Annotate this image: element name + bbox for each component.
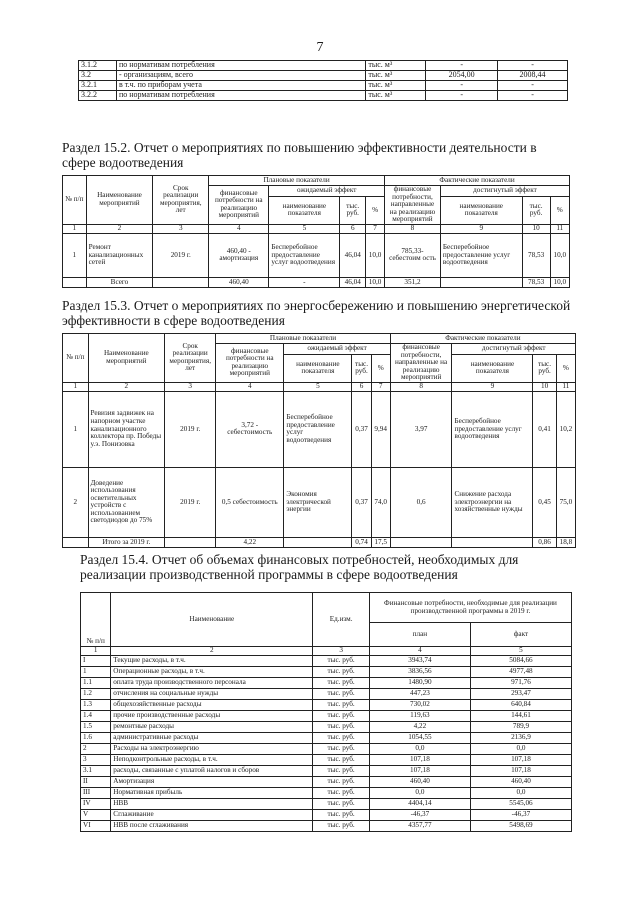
table-cell: 1 (63, 233, 87, 277)
header-fact-group: Фактические показатели (390, 334, 575, 344)
row-unit: тыс. руб. (313, 689, 370, 700)
table-cell: 0,5 себестоимость (216, 467, 284, 537)
row-number: 3 (81, 755, 111, 766)
row-plan: 107,18 (369, 766, 470, 777)
table-cell: 3,97 (390, 391, 452, 467)
table-cell: 1 (63, 391, 89, 467)
table-cell: 10,0 (366, 277, 385, 287)
column-number: 7 (371, 382, 390, 391)
row-name: по нормативам потребления (116, 91, 365, 101)
row-unit: тыс. м³ (366, 71, 426, 81)
row-name: общехозяйственные расходы (111, 700, 313, 711)
row-fact: - (498, 91, 568, 101)
table-cell: 17,5 (371, 537, 390, 547)
row-unit: тыс. руб. (313, 766, 370, 777)
header-expected: ожидаемый эффект (284, 344, 390, 355)
row-fact: 107,18 (470, 755, 571, 766)
row-name: НВВ (111, 799, 313, 810)
row-plan: - (426, 61, 498, 71)
row-unit: тыс. руб. (313, 678, 370, 689)
table-cell: 351,2 (385, 277, 441, 287)
row-fact: - (498, 61, 568, 71)
table-cell: Снижение расхода электроэнергии на хозяйственные нужды (452, 467, 533, 537)
column-number: 6 (352, 382, 371, 391)
table-row (81, 777, 572, 788)
row-name: оплата труда производственного персонала (111, 678, 313, 689)
column-number: 3 (153, 224, 209, 233)
header-achieved: достигнутый эффект (452, 344, 576, 355)
table-cell (390, 537, 452, 547)
table-cell: 10,0 (366, 233, 385, 277)
table-cell (63, 537, 89, 547)
row-fact: 5084,66 (470, 656, 571, 667)
header-num: № п/п (63, 176, 87, 225)
column-number: 4 (209, 224, 269, 233)
column-number: 2 (86, 224, 153, 233)
row-fact: 789,9 (470, 722, 571, 733)
row-unit: тыс. м³ (366, 81, 426, 91)
column-number: 9 (440, 224, 522, 233)
table-row (79, 61, 568, 71)
row-fact: 4977,48 (470, 667, 571, 678)
table-row (81, 722, 572, 733)
header-rub: тыс. руб. (533, 354, 556, 382)
table-row (81, 678, 572, 689)
table-cell: 3,72 - себестоимость (216, 391, 284, 467)
column-number: 8 (390, 382, 452, 391)
header-plan: план (369, 623, 470, 647)
header-pct: % (556, 354, 575, 382)
header-row (63, 176, 570, 186)
header-row (63, 334, 576, 344)
row-name: ремонтные расходы (111, 722, 313, 733)
row-fact: - (498, 81, 568, 91)
table-row (81, 733, 572, 744)
table-row (81, 788, 572, 799)
header-need: Финансовые потребности, необходимые для реализации производственной программы в 2019 г. (369, 593, 571, 623)
row-plan: -46,37 (369, 810, 470, 821)
total-label: Итого за 2019 г. (88, 537, 165, 547)
table-row (81, 799, 572, 810)
row-number: 2 (81, 744, 111, 755)
row-fact: 144,61 (470, 711, 571, 722)
table-cell: Бесперебойное предоставление услуг водоотведения (440, 233, 522, 277)
table-row (81, 755, 572, 766)
row-unit: тыс. руб. (313, 744, 370, 755)
table-row (79, 81, 568, 91)
header-num: № п/п (63, 334, 89, 383)
row-number: 3.1.2 (79, 61, 117, 71)
row-fact: 293,47 (470, 689, 571, 700)
section-15-2-title: Раздел 15.2. Отчет о мероприятиях по повышению эффективности деятельности в сфере водоотведения (62, 140, 537, 170)
row-unit: тыс. руб. (313, 821, 370, 832)
row-name: - организациям, всего (116, 71, 365, 81)
row-plan: 1480,90 (369, 678, 470, 689)
header-rub: тыс. руб. (352, 354, 371, 382)
row-name: прочие производственные расходы (111, 711, 313, 722)
header-name: Наименование мероприятий (88, 334, 165, 383)
row-name: по нормативам потребления (116, 61, 365, 71)
row-unit: тыс. руб. (313, 799, 370, 810)
table-cell: 2 (63, 467, 89, 537)
table-row (63, 467, 576, 537)
table-row (81, 700, 572, 711)
row-number: II (81, 777, 111, 788)
row-name: отчисления на социальные нужды (111, 689, 313, 700)
header-rub: тыс. руб. (522, 196, 550, 224)
table-cell: Ревизия задвижек на напорном участке канализационного коллектора пр. Победы у.э. Понизовка (88, 391, 165, 467)
table-cell: 0,6 (390, 467, 452, 537)
header-fin-plan: финансовые потребности на реализацию мероприятий (216, 344, 284, 383)
column-number: 4 (216, 382, 284, 391)
row-number: IV (81, 799, 111, 810)
header-term: Срок реализации мероприятия, лет (153, 176, 209, 225)
table-cell: 0,41 (533, 391, 556, 467)
row-unit: тыс. м³ (366, 91, 426, 101)
row-fact: 640,84 (470, 700, 571, 711)
table-cell: 2019 г. (165, 391, 216, 467)
column-number: 5 (470, 647, 571, 656)
table-row (79, 91, 568, 101)
section-15-3-table (62, 333, 576, 548)
header-indicator: наименование показателя (440, 196, 522, 224)
column-number: 3 (313, 647, 370, 656)
column-number: 3 (165, 382, 216, 391)
column-number: 7 (366, 224, 385, 233)
row-fact: 460,40 (470, 777, 571, 788)
table-row (81, 810, 572, 821)
table-row (79, 71, 568, 81)
row-unit: тыс. м³ (366, 61, 426, 71)
column-numbers-row (81, 647, 572, 656)
table-cell (165, 537, 216, 547)
table-cell (284, 537, 352, 547)
table-cell: Доведение использования осветительных устройств с использованием светодиодов до 75% (88, 467, 165, 537)
table-cell: 10,0 (550, 277, 569, 287)
row-unit: тыс. руб. (313, 711, 370, 722)
table-row (81, 689, 572, 700)
column-numbers-row (63, 382, 576, 391)
column-number: 5 (269, 224, 340, 233)
row-name: Нормативная прибыль (111, 788, 313, 799)
section-15-3-title: Раздел 15.3. Отчет о мероприятиях по энергосбережению и повышению энергетической эффективности в сфере водоотведения (62, 298, 571, 328)
row-plan: 2054,00 (426, 71, 498, 81)
column-numbers-row (63, 224, 570, 233)
row-unit: тыс. руб. (313, 656, 370, 667)
column-number: 11 (556, 382, 575, 391)
table-cell: 2019 г. (165, 467, 216, 537)
row-plan: 460,40 (369, 777, 470, 788)
table-row (63, 233, 570, 277)
top-table (78, 60, 568, 101)
row-number: 1.3 (81, 700, 111, 711)
header-row (81, 593, 572, 623)
row-number: 1 (81, 667, 111, 678)
table-cell: 0,37 (352, 391, 371, 467)
row-number: 3.2.1 (79, 81, 117, 91)
header-fin-plan: финансовые потребности на реализацию мероприятий (209, 186, 269, 225)
row-name: расходы, связанные с уплатой налогов и сборов (111, 766, 313, 777)
row-plan: 730,02 (369, 700, 470, 711)
table-cell: 460,40 (209, 277, 269, 287)
row-fact: 0,0 (470, 744, 571, 755)
header-rub: тыс. руб. (340, 196, 366, 224)
row-plan: 1054,55 (369, 733, 470, 744)
row-number: 3.1 (81, 766, 111, 777)
column-number: 1 (63, 382, 89, 391)
row-plan: 119,63 (369, 711, 470, 722)
row-name: в т.ч. по приборам учета (116, 81, 365, 91)
table-row (81, 744, 572, 755)
table-cell: Бесперебойное предоставление услуг водоотведения (284, 391, 352, 467)
header-fin-fact: финансовые потребности, направленные на реализацию мероприятий (390, 344, 452, 383)
table-cell (452, 537, 533, 547)
row-number: 3.2 (79, 71, 117, 81)
column-number: 1 (63, 224, 87, 233)
row-name: Расходы на электроэнергию (111, 744, 313, 755)
row-plan: 0,0 (369, 788, 470, 799)
row-unit: тыс. руб. (313, 788, 370, 799)
row-fact: -46,37 (470, 810, 571, 821)
row-number: 1.1 (81, 678, 111, 689)
section-15-4-table (80, 592, 572, 832)
table-cell: 78,53 (522, 233, 550, 277)
row-number: V (81, 810, 111, 821)
row-unit: тыс. руб. (313, 755, 370, 766)
header-pct: % (371, 354, 390, 382)
table-row (63, 391, 576, 467)
total-row (63, 277, 570, 287)
table-cell: 74,0 (371, 467, 390, 537)
table-cell (153, 277, 209, 287)
header-pct: % (366, 196, 385, 224)
column-number: 4 (369, 647, 470, 656)
column-number: 9 (452, 382, 533, 391)
row-fact: 5498,69 (470, 821, 571, 832)
header-plan-group: Плановые показатели (209, 176, 385, 186)
row-plan: 447,23 (369, 689, 470, 700)
table-cell (440, 277, 522, 287)
row-plan: 3836,56 (369, 667, 470, 678)
header-name: Наименование мероприятий (86, 176, 153, 225)
row-fact: 2136,9 (470, 733, 571, 744)
column-number: 5 (284, 382, 352, 391)
table-cell: Ремонт канализационных сетей (86, 233, 153, 277)
row-unit: тыс. руб. (313, 700, 370, 711)
table-cell: 0,74 (352, 537, 371, 547)
row-unit: тыс. руб. (313, 722, 370, 733)
row-plan: 3943,74 (369, 656, 470, 667)
table-cell: 78,53 (522, 277, 550, 287)
row-plan: 107,18 (369, 755, 470, 766)
total-label: Всего (86, 277, 153, 287)
table-row (81, 667, 572, 678)
header-indicator: наименование показателя (284, 354, 352, 382)
column-number: 8 (385, 224, 441, 233)
table-cell: 46,04 (340, 233, 366, 277)
table-cell (63, 277, 87, 287)
row-unit: тыс. руб. (313, 667, 370, 678)
table-cell: 10,2 (556, 391, 575, 467)
header-term: Срок реализации мероприятия, лет (165, 334, 216, 383)
row-unit: тыс. руб. (313, 810, 370, 821)
header-fact-group: Фактические показатели (385, 176, 570, 186)
row-number: VI (81, 821, 111, 832)
row-number: III (81, 788, 111, 799)
row-name: Сглаживание (111, 810, 313, 821)
table-cell: 2019 г. (153, 233, 209, 277)
header-fin-fact: финансовые потребности, направленные на реализацию мероприятий (385, 186, 441, 225)
row-name: Текущие расходы, в т.ч. (111, 656, 313, 667)
column-number: 6 (340, 224, 366, 233)
header-unit: Ед.изм. (313, 593, 370, 647)
row-fact: 971,76 (470, 678, 571, 689)
table-row (81, 766, 572, 777)
column-number: 10 (522, 224, 550, 233)
row-name: Неподконтрольные расходы, в т.ч. (111, 755, 313, 766)
header-indicator: наименование показателя (269, 196, 340, 224)
row-plan: 4357,77 (369, 821, 470, 832)
table-cell: Бесперебойное предоставление услуг водоотведения (452, 391, 533, 467)
row-fact: 0,0 (470, 788, 571, 799)
row-fact: 5545,06 (470, 799, 571, 810)
header-pct: % (550, 196, 569, 224)
header-indicator: наименование показателя (452, 354, 533, 382)
row-unit: тыс. руб. (313, 733, 370, 744)
row-number: 1.6 (81, 733, 111, 744)
column-number: 10 (533, 382, 556, 391)
table-cell: Экономия электрической энергии (284, 467, 352, 537)
row-number: I (81, 656, 111, 667)
row-plan: 4404,14 (369, 799, 470, 810)
section-15-2-table (62, 175, 570, 288)
table-cell: Бесперебойное предоставление услуг водоотведения (269, 233, 340, 277)
table-cell: 75,0 (556, 467, 575, 537)
header-expected: ожидаемый эффект (269, 186, 385, 197)
row-plan: - (426, 91, 498, 101)
header-num: № п/п (81, 593, 111, 647)
table-cell: 9,94 (371, 391, 390, 467)
column-number: 1 (81, 647, 111, 656)
table-cell: 18,8 (556, 537, 575, 547)
header-achieved: достигнутый эффект (440, 186, 569, 197)
table-row (81, 711, 572, 722)
row-number: 1.4 (81, 711, 111, 722)
row-unit: тыс. руб. (313, 777, 370, 788)
row-fact: 107,18 (470, 766, 571, 777)
table-cell: - (269, 277, 340, 287)
table-row (81, 821, 572, 832)
column-number: 2 (88, 382, 165, 391)
table-cell: 0,37 (352, 467, 371, 537)
row-name: Операционные расходы, в т.ч. (111, 667, 313, 678)
row-number: 1.2 (81, 689, 111, 700)
row-plan: 4,22 (369, 722, 470, 733)
column-number: 2 (111, 647, 313, 656)
section-15-4-title: Раздел 15.4. Отчет об объемах финансовых потребностей, необходимых для реализации производственной программы в сфере водоотведения (80, 552, 519, 582)
row-name: НВВ после сглаживания (111, 821, 313, 832)
table-cell: 460,40 - амортизация (209, 233, 269, 277)
header-name: Наименование (111, 593, 313, 647)
table-cell: 0,86 (533, 537, 556, 547)
table-cell: 4,22 (216, 537, 284, 547)
table-cell: 46,04 (340, 277, 366, 287)
column-number: 11 (550, 224, 569, 233)
row-plan: 0,0 (369, 744, 470, 755)
header-fact: факт (470, 623, 571, 647)
row-number: 1.5 (81, 722, 111, 733)
row-name: Амортизация (111, 777, 313, 788)
total-row (63, 537, 576, 547)
row-plan: - (426, 81, 498, 91)
row-number: 3.2.2 (79, 91, 117, 101)
row-fact: 2008,44 (498, 71, 568, 81)
table-cell: 0,45 (533, 467, 556, 537)
table-cell: 10,0 (550, 233, 569, 277)
header-plan-group: Плановые показатели (216, 334, 391, 344)
table-cell: 785,33- себестоим ость (385, 233, 441, 277)
page-number: 7 (316, 40, 324, 55)
row-name: административные расходы (111, 733, 313, 744)
table-row (81, 656, 572, 667)
